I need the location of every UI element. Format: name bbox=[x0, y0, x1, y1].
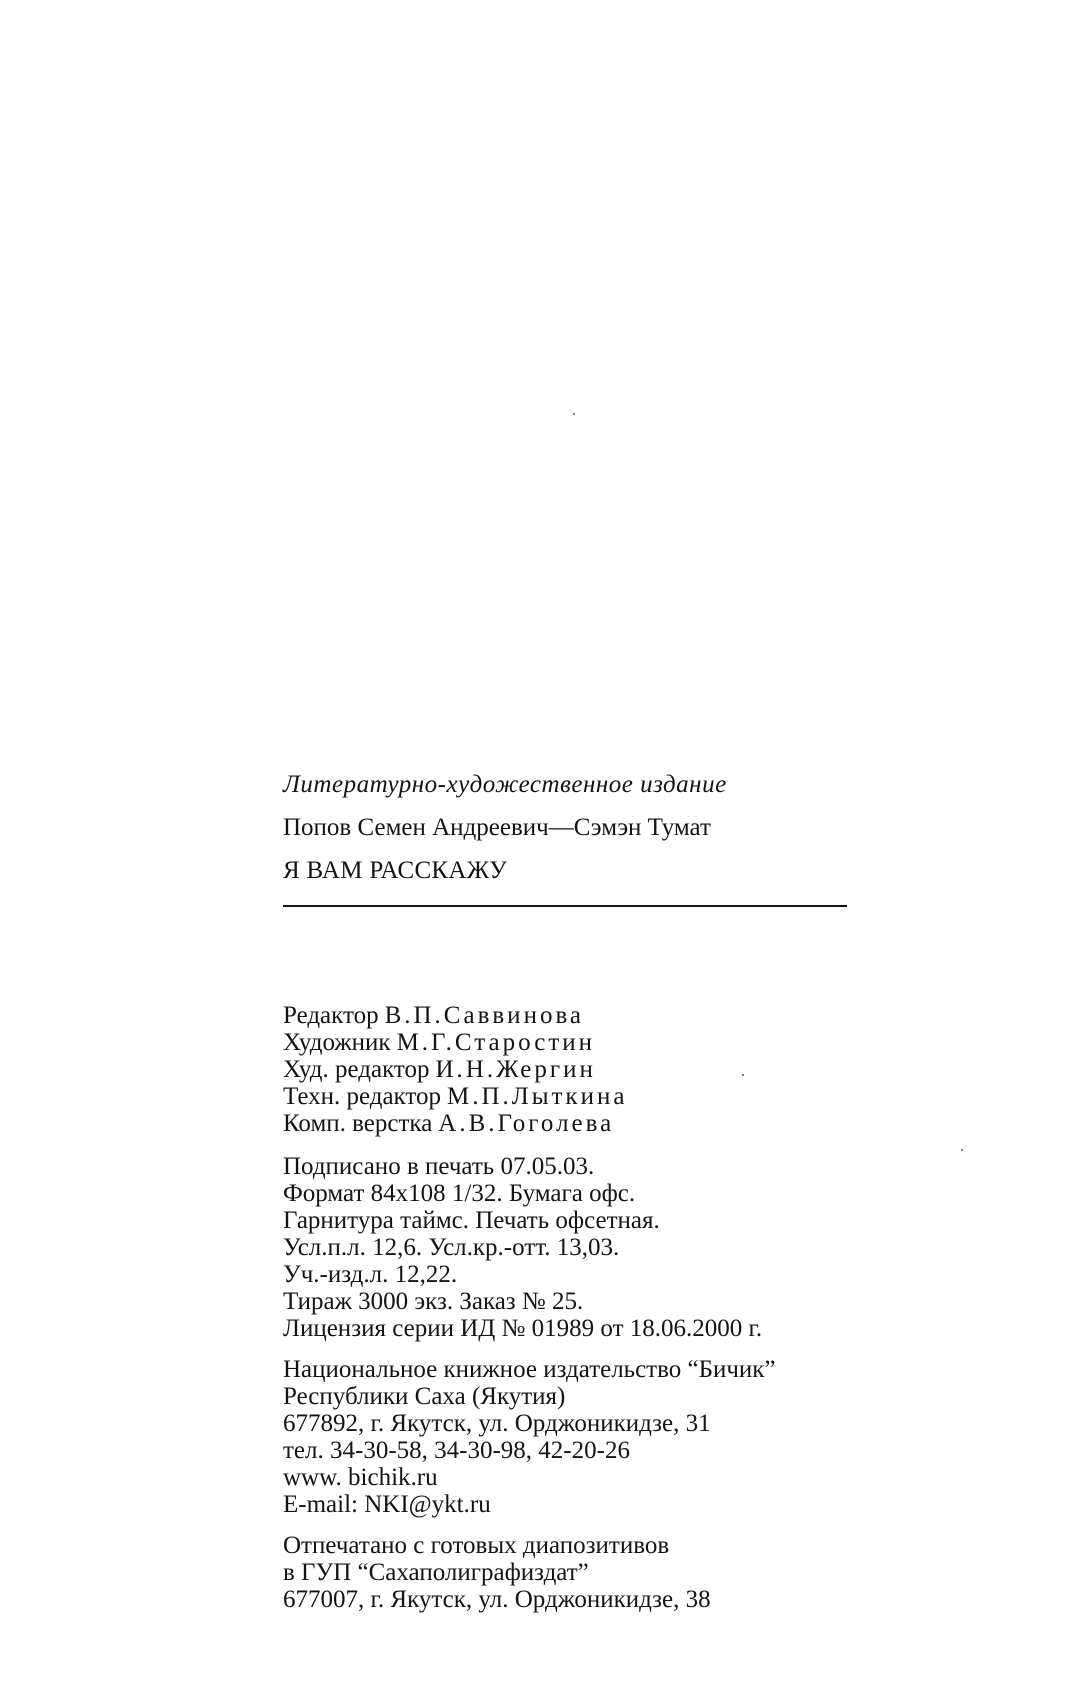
credit-row bbox=[283, 1110, 863, 1137]
divider-rule bbox=[283, 905, 847, 907]
print-detail-line: Уч.-изд.л. 12,22. bbox=[283, 1261, 458, 1288]
credits-list bbox=[283, 1002, 863, 1137]
print-detail-line: Формат 84x108 1/32. Бумага офс. bbox=[283, 1180, 636, 1207]
credit-role: Комп. верстка bbox=[283, 1110, 433, 1137]
print-detail-line: Гарнитура таймс. Печать офсетная. bbox=[283, 1207, 660, 1234]
scan-speck bbox=[742, 1074, 744, 1076]
credit-role: Техн. редактор bbox=[283, 1083, 441, 1110]
credit-row bbox=[283, 1002, 863, 1029]
printer-line: Отпечатано с готовых диапозитивов bbox=[283, 1532, 670, 1559]
credit-name: М.Г.Старостин bbox=[396, 1029, 595, 1056]
publisher-line: Национальное книжное издательство “Бичик” bbox=[283, 1356, 776, 1383]
print-details bbox=[283, 1153, 863, 1342]
publisher-info bbox=[283, 1356, 863, 1518]
publisher-line: 677892, г. Якутск, ул. Орджоникидзе, 31 bbox=[283, 1410, 711, 1437]
credit-name: И.Н.Жергин bbox=[435, 1056, 596, 1083]
credit-name: А.В.Гоголева bbox=[438, 1110, 615, 1137]
credit-row bbox=[283, 1029, 863, 1056]
credit-row bbox=[283, 1056, 863, 1083]
publisher-website: www. bichik.ru bbox=[283, 1464, 438, 1491]
imprint-block bbox=[283, 771, 863, 1613]
publisher-line: тел. 34-30-58, 34-30-98, 42-20-26 bbox=[283, 1437, 630, 1464]
printer-info bbox=[283, 1532, 863, 1613]
credit-name: В.П.Саввинова bbox=[384, 1002, 585, 1029]
author-name: Попов Семен Андреевич—Сэмэн Тумат bbox=[283, 814, 711, 841]
credit-role: Худ. редактор bbox=[283, 1056, 430, 1083]
scan-speck bbox=[573, 413, 575, 415]
credit-role: Редактор bbox=[283, 1002, 379, 1029]
printer-line: 677007, г. Якутск, ул. Орджоникидзе, 38 bbox=[283, 1586, 711, 1613]
publisher-email: E-mail: NKI@ykt.ru bbox=[283, 1491, 491, 1518]
book-title: Я ВАМ РАССКАЖУ bbox=[283, 857, 508, 884]
print-detail-line: Подписано в печать 07.05.03. bbox=[283, 1153, 595, 1180]
print-detail-line: Лицензия серии ИД № 01989 от 18.06.2000 г. bbox=[283, 1315, 763, 1342]
credit-name: М.П.Лыткина bbox=[446, 1083, 628, 1110]
edition-type: Литературно-художественное издание bbox=[283, 771, 727, 798]
credit-row bbox=[283, 1083, 863, 1110]
print-detail-line: Усл.п.л. 12,6. Усл.кр.-отт. 13,03. bbox=[283, 1234, 620, 1261]
print-detail-line: Тираж 3000 экз. Заказ № 25. bbox=[283, 1288, 584, 1315]
printer-line: в ГУП “Сахаполиграфиздат” bbox=[283, 1559, 589, 1586]
credit-role: Художник bbox=[283, 1029, 391, 1056]
publisher-line: Республики Саха (Якутия) bbox=[283, 1383, 566, 1410]
scan-speck bbox=[961, 1149, 963, 1151]
